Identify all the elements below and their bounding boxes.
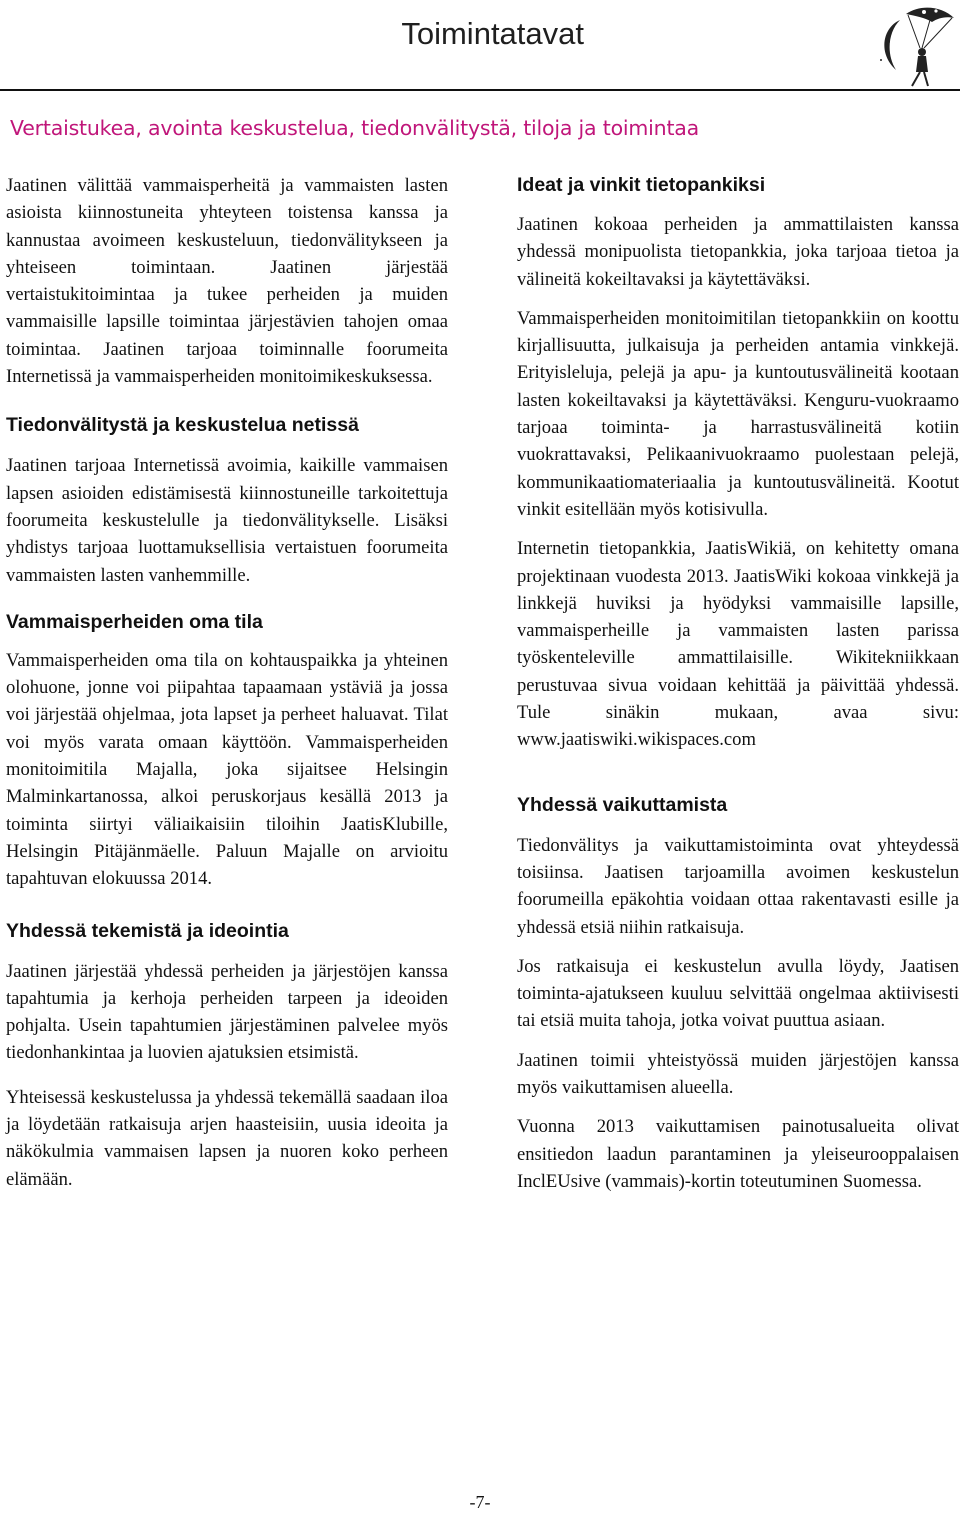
intro-paragraph: Jaatinen välittää vammaisperheitä ja vammaisten lasten asioista kiinnostuneita yhteyteen toistensa kanssa ja kannustaa avoimeen keskusteluun, tiedonvälitykseen ja yhteiseen toimintaan. Jaatinen järjestää vertaistukitoimintaa ja tukee perheiden ja muiden vammaisille lapsille toimintaa järjestävien tahojen omaa toimintaa. Jaatinen tarjoaa toiminnalle foorumeita Internetissä ja vammaisperheiden monitoimikeskuksessa. — [6, 175, 448, 388]
right-column — [517, 172, 959, 1195]
page-header — [0, 0, 960, 92]
section-subtitle: Vertaistukea, avointa keskustelua, tiedonvälitystä, tiloja ja toimintaa — [10, 116, 700, 140]
paragraph: Vuonna 2013 vaikuttamisen painotusalueita olivat ensitiedon laadun parantaminen ja yleiseurooppalaisen InclEUsive (vammais)-kortin toteutuminen Suomessa. — [517, 1116, 959, 1192]
paraglider-moon-logo-icon — [868, 2, 958, 90]
heading-tietopankki: Ideat ja vinkit tietopankiksi — [517, 174, 766, 196]
heading-vaikuttamista: Yhdessä vaikuttamista — [517, 793, 728, 816]
paragraph: Yhteisessä keskustelussa ja yhdessä tekemällä saadaan iloa ja löydetään ratkaisuja arjen haasteisiin, uusia ideoita ja näkökulmia vammaisen lapsen ja nuoren koko perheen elämään. — [6, 1086, 448, 1190]
heading-oma-tila: Vammaisperheiden oma tila — [6, 610, 263, 633]
heading-tiedonvalitys: Tiedonvälitystä ja keskustelua netissä — [6, 414, 359, 437]
paragraph: Vammaisperheiden monitoimitilan tietopankkiin on koottu kirjallisuutta, julkaisuja ja perheiden antamia vinkkejä. Erityisleluja, pelejä ja apu- ja kuntoutusvälineitä kootaan lasten kokeiltavaksi ja käytettäväksi. Kenguru-vuokraamo tarjoaa toiminta- ja harrastusvälineitä kotiin vuokrattavaksi, Pelikaanivuokraamo puolestaan pelejä, kommunikaatiomateriaalia ja kuntoutusvälineitä. Kootut vinkit esitellään myös kotisivulla. — [517, 307, 959, 520]
left-column — [6, 172, 448, 1193]
page-title: Toimintatavat — [401, 16, 584, 51]
page-number: -7- — [469, 1492, 491, 1512]
paragraph: Tiedonvälitys ja vaikuttamistoiminta ovat yhteydessä toisiinsa. Jaatisen tarjoamilla avoimen keskustelun foorumeilla epäkohtia voidaan ottaa rakentavasti esille ja yhdessä etsiä niihin ratkaisuja. — [517, 834, 959, 938]
paragraph: Jaatinen tarjoaa Internetissä avoimia, kaikille vammaisen lapsen asioiden edistämisestä kiinnostuneille tarkoitettuja foorumeita keskustelulle ja tiedonvälitykselle. Lisäksi yhdistys tarjoaa luottamuksellisia vertaistuen foorumeita vammaisten lasten vanhemmille. — [6, 455, 448, 586]
paragraph: Jaatinen järjestää yhdessä perheiden ja järjestöjen kanssa tapahtumia ja kerhoja perheiden tarpeen ja ideoiden pohjalta. Usein tapahtumien järjestäminen palvelee myös tiedonhankintaa ja luovien ajatuksien etsimistä. — [6, 960, 448, 1064]
paragraph: Vammaisperheiden oma tila on kohtauspaikka ja yhteinen olohuone, jonne voi piipahtaa tapaamaan ystäviä ja jossa voi järjestää ohjelmaa, jota lapset ja perheet haluavat. Tilat voi myös varata omaan käyttöön. Vammaisperheiden monitoimitila Majalla, joka sijaitsee Helsingin Malminkartanossa, alkoi peruskorjaus kesällä 2013 ja toiminta siirtyi väliaikaisiin tiloihin JaatisKlubille, Helsingin Pitäjänmäelle. Paluun Majalle on arvioitu tapahtuvan elokuussa 2014. — [6, 649, 448, 890]
paragraph: Jaatinen kokoaa perheiden ja ammattilaisten kanssa yhdessä monipuolista tietopankkia, joka tarjoaa tietoa ja välineitä kokeiltavaksi ja käytettäväksi. — [517, 214, 959, 290]
paragraph: Jos ratkaisuja ei keskustelun avulla löydy, Jaatisen toiminta-ajatukseen kuuluu selvittää ongelmaa aktiivisesti tai etsiä muita tahoja, jotka voivat puuttua asiaan. — [517, 955, 959, 1032]
paragraph: Internetin tietopankkia, JaatisWikiä, on kehitetty omana projektinaan vuodesta 2013. JaatisWiki kokoaa vinkkejä ja linkkejä huviksi ja hyödyksi vammaisille lapsille, vammaisperheille ja vammaisten lasten parissa työskenteleville ammattilaisille. Wikitekniikkaan perustuvaa sivua voidaan kehittää ja päivittää yhdessä. Tule sinäkin mukaan, avaa sivu: www.jaatiswiki.wikispaces.com — [517, 538, 959, 751]
header-rule — [0, 89, 960, 91]
heading-yhdessa-tekemista: Yhdessä tekemistä ja ideointia — [6, 919, 289, 942]
paragraph: Jaatinen toimii yhteistyössä muiden järjestöjen kanssa myös vaikuttamisen alueella. — [517, 1049, 959, 1099]
